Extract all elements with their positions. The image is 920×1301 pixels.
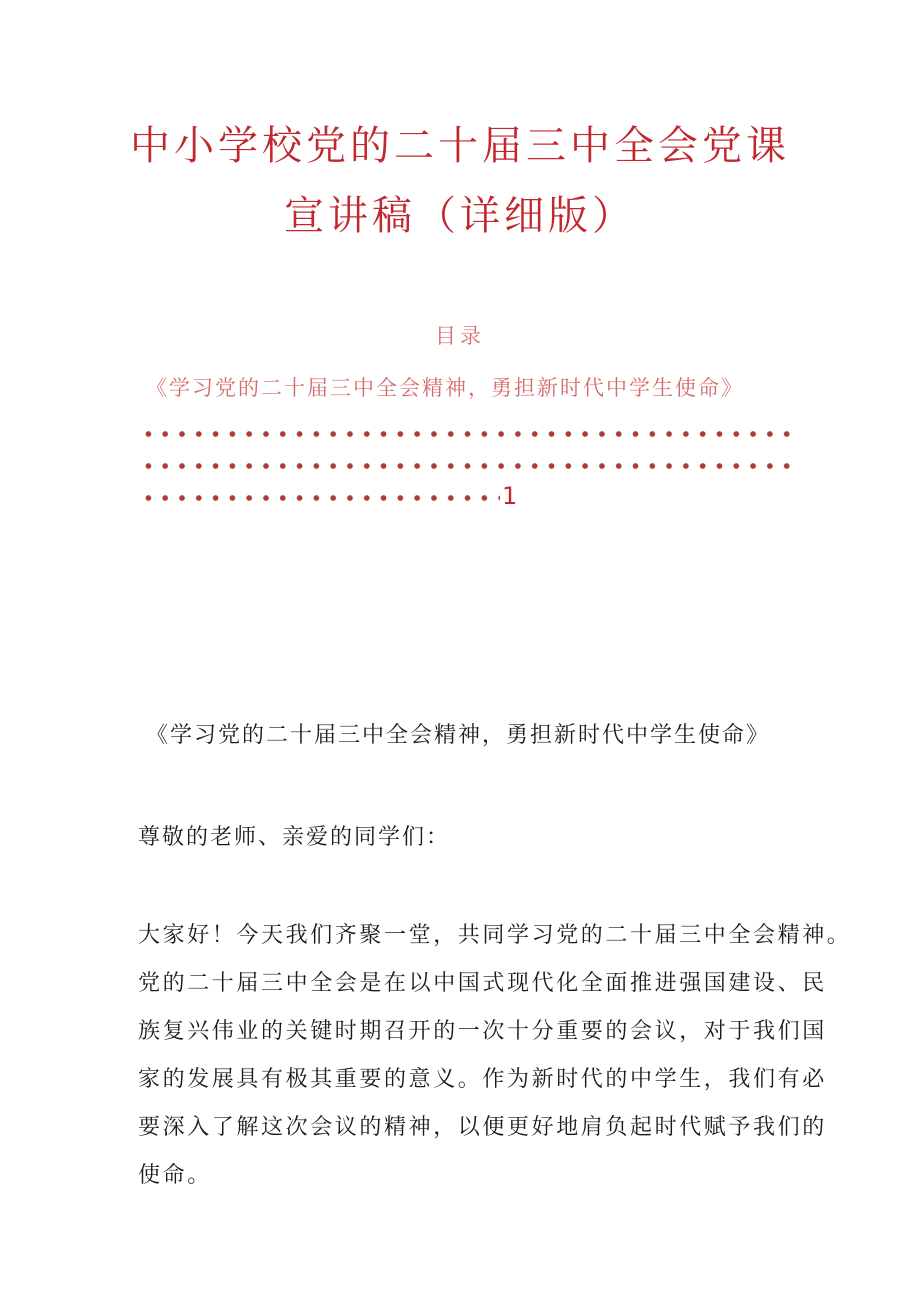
toc-dot-leader-row-2 (140, 461, 790, 471)
toc-dot-leader-row-3 (140, 493, 500, 503)
salutation: 尊敬的老师、亲爱的同学们： (138, 825, 451, 850)
body-paragraph (138, 912, 852, 1200)
paragraph-line: 族复兴伟业的关键时期召开的一次十分重要的会议，对于我们国 (138, 1019, 827, 1044)
paragraph-line: 要深入了解这次会议的精神，以便更好地肩负起时代赋予我们的 (138, 1115, 827, 1140)
document-title-line-1: 中小学校党的二十届三中全会党课 (130, 123, 790, 169)
paragraph-line: 大家好！今天我们齐聚一堂，共同学习党的二十届三中全会精神。 (138, 923, 852, 948)
document-title-line-2: 宣讲稿（详细版） (284, 193, 636, 239)
paragraph-line: 家的发展具有极其重要的意义。作为新时代的中学生，我们有必 (138, 1067, 827, 1092)
paragraph-line: 使命。 (138, 1163, 212, 1188)
toc-dot-leader-row-1 (140, 429, 790, 439)
toc-heading: 目录 (435, 324, 485, 348)
toc-entry-label[interactable]: 《学习党的二十届三中全会精神，勇担新时代中学生使命》 (146, 376, 744, 400)
toc-entry-page-number: 1 (502, 482, 518, 510)
paragraph-line: 党的二十届三中全会是在以中国式现代化全面推进强国建设、民 (138, 971, 827, 996)
section-heading: 《学习党的二十届三中全会精神，勇担新时代中学生使命》 (146, 723, 771, 748)
